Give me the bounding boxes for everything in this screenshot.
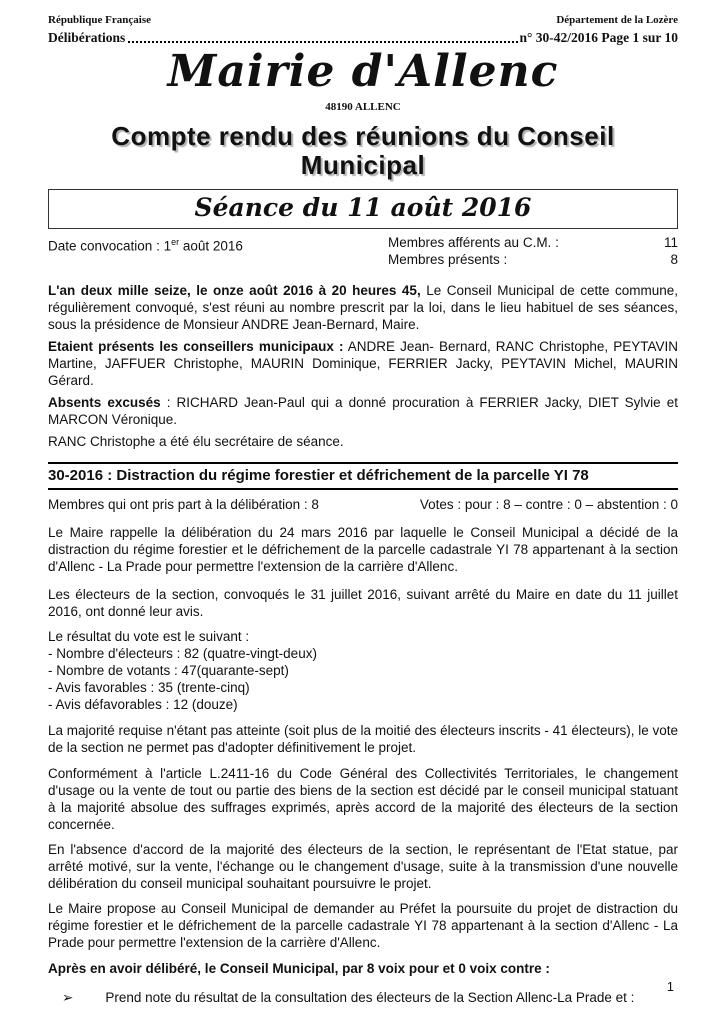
intro-bold: L'an deux mille seize, le onze août 2016 à 20 heures 45, xyxy=(48,283,421,298)
top-header-row xyxy=(48,14,678,27)
deliberations-label: Délibérations xyxy=(48,30,126,45)
deliberations-row xyxy=(48,29,678,46)
dotted-leader xyxy=(128,41,518,43)
members-counts xyxy=(388,234,678,268)
absents-bold: Absents excusés xyxy=(48,395,161,410)
vote-result-item: - Nombre d'électeurs : 82 (quatre-vingt-deux) xyxy=(48,646,317,661)
meta-row xyxy=(48,234,678,268)
document-title: Compte rendu des réunions du Conseil Municipal xyxy=(111,121,615,180)
presents-value: 8 xyxy=(670,252,678,267)
republique-label: République Française xyxy=(48,14,151,26)
afferents-label: Membres afférents au C.M. : xyxy=(388,235,559,250)
arrow-bullet-icon: ➢ xyxy=(62,990,74,1005)
body-paragraph-2: Les électeurs de la section, convoqués le 31 juillet 2016, suivant arrêté du Maire en date du 11 juillet 2016, ont donné leur avis. xyxy=(48,587,678,619)
resolution-bullet-row xyxy=(62,989,678,1006)
absents-paragraph: Absents excusés : RICHARD Jean-Paul qui a donné procuration à FERRIER Jacky, DIET Sylvie et MARCON Véronique. xyxy=(48,395,679,427)
vote-result-item: - Nombre de votants : 47(quarante-sept) xyxy=(48,663,289,678)
vote-result-intro: Le résultat du vote est le suivant : xyxy=(48,629,250,644)
document-reference: n° 30-42/2016 Page 1 sur 10 xyxy=(519,30,678,45)
seance-title: Séance du 11 août 2016 xyxy=(194,193,532,222)
page-number: 1 xyxy=(666,979,674,994)
body-paragraph-5: En l'absence d'accord de la majorité des électeurs de la section, le représentant de l'Etat statue, par arrêté motivé, sur la vente, l'échange ou le changement d'usage, suite à la transmission d'une nouvelle délibération du conseil municipal souhaitant poursuivre le projet. xyxy=(48,842,678,891)
members-presents-row xyxy=(388,251,678,268)
body-paragraph-1: Le Maire rappelle la délibération du 24 mars 2016 par laquelle le Conseil Municipal a décidé de la distraction du régime forestier et le défrichement de la parcelle cadastrale YI 78 appartenant à la section d'Allenc - La Prade pour permettre l'extension de la carrière d'Allenc. xyxy=(48,525,678,574)
presents-paragraph: Etaient présents les conseillers municipaux : ANDRE Jean- Bernard, RANC Christophe, PEYTAVIN Martine, JAFFUER Christophe, MAURIN Dominique, FERRIER Jacky, PEYTAVIN Michel, MAURIN Gérard. xyxy=(48,339,678,388)
departement-label: Département de la Lozère xyxy=(556,14,678,26)
vote-result-list xyxy=(48,628,678,713)
participation-count: Membres qui ont pris part à la délibération : 8 xyxy=(48,497,319,512)
secretary-paragraph: RANC Christophe a été élu secrétaire de séance. xyxy=(48,434,344,449)
superscript-er: er xyxy=(171,237,180,247)
resolution-paragraph: Après en avoir délibéré, le Conseil Municipal, par 8 voix pour et 0 voix contre : xyxy=(48,961,550,976)
seance-box xyxy=(48,189,678,229)
presents-bold: Etaient présents les conseillers municipaux : xyxy=(48,339,344,354)
deliberation-section-title: 30-2016 : Distraction du régime forestier et défrichement de la parcelle YI 78 xyxy=(48,462,678,490)
presents-label: Membres présents : xyxy=(388,252,508,267)
body-paragraph-4: Conformément à l'article L.2411-16 du Code Général des Collectivités Territoriales, le changement d'usage ou la vente de tout ou partie des biens de la section est décidé par le conseil municipal statuant à la majorité absolue des suffrages exprimés, après accord de la majorité des électeurs de la section concernée. xyxy=(48,766,678,832)
members-afferents-row xyxy=(388,234,678,251)
resolution-bullet-text: Prend note du résultat de la consultation des électeurs de la Section Allenc-La Prade et : xyxy=(105,990,635,1005)
participation-votes-row xyxy=(48,496,678,513)
intro-paragraph: L'an deux mille seize, le onze août 2016 à 20 heures 45, Le Conseil Municipal de cette commune, régulièrement convoqué, s'est réuni au nombre prescrit par la loi, dans le lieu habituel de ses séances, sous la présidence de Monsieur ANDRE Jean-Bernard, Maire. xyxy=(48,283,678,332)
vote-result-item: - Avis défavorables : 12 (douze) xyxy=(48,697,238,712)
convocation-date: Date convocation : 1er août 2016 xyxy=(48,237,243,254)
body-paragraph-6: Le Maire propose au Conseil Municipal de demander au Préfet la poursuite du projet de distraction du régime forestier et le défrichement de la parcelle cadastrale YI 78 appartenant à la section d'Allenc - La Prade pour permettre l'extension de la carrière d'Allenc. xyxy=(48,901,678,950)
body-paragraph-3: La majorité requise n'étant pas atteinte (soit plus de la moitié des électeurs inscrits - 41 électeurs), le vote de la section ne permet pas d'adopter définitivement le projet. xyxy=(48,723,678,755)
mairie-title: Mairie d'Allenc xyxy=(167,46,559,97)
vote-result-item: - Avis favorables : 35 (trente-cinq) xyxy=(48,680,250,695)
votes-summary: Votes : pour : 8 – contre : 0 – abstention : 0 xyxy=(419,497,678,512)
postal-address: 48190 ALLENC xyxy=(325,101,401,113)
afferents-value: 11 xyxy=(663,235,678,250)
